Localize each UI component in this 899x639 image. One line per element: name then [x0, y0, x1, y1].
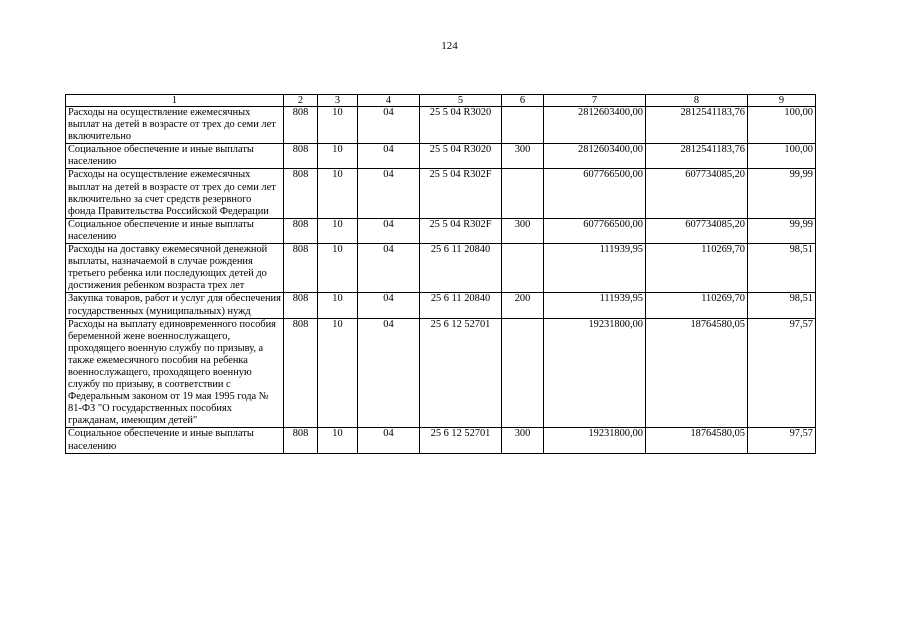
table-row: [66, 107, 816, 144]
table-row: [66, 318, 816, 428]
expense-type-cell: [502, 169, 544, 218]
expense-name-cell: Социальное обеспечение и иные выплаты населению: [66, 428, 284, 453]
section-cell: 10: [318, 169, 358, 218]
planned-amount-cell: 607766500,00: [544, 169, 646, 218]
expense-type-cell: 300: [502, 144, 544, 169]
target-article-cell: 25 5 04 R3020: [420, 107, 502, 144]
column-header: 7: [544, 95, 646, 107]
code-cell: 808: [284, 107, 318, 144]
table-row: [66, 169, 816, 218]
column-header: 2: [284, 95, 318, 107]
code-cell: 808: [284, 169, 318, 218]
target-article-cell: 25 6 12 52701: [420, 318, 502, 428]
subsection-cell: 04: [358, 218, 420, 243]
planned-amount-cell: 2812603400,00: [544, 144, 646, 169]
percent-cell: 100,00: [748, 107, 816, 144]
expense-name-cell: Расходы на осуществление ежемесячных выплат на детей в возрасте от трех до семи лет включительно за счет средств резервного фонда Правительства Российской Федерации: [66, 169, 284, 218]
code-cell: 808: [284, 144, 318, 169]
executed-amount-cell: 18764580,05: [646, 428, 748, 453]
table-row: [66, 293, 816, 318]
target-article-cell: 25 6 11 20840: [420, 293, 502, 318]
column-header: 3: [318, 95, 358, 107]
section-cell: 10: [318, 244, 358, 293]
section-cell: 10: [318, 318, 358, 428]
percent-cell: 99,99: [748, 169, 816, 218]
percent-cell: 98,51: [748, 293, 816, 318]
expense-type-cell: 200: [502, 293, 544, 318]
subsection-cell: 04: [358, 318, 420, 428]
planned-amount-cell: 19231800,00: [544, 318, 646, 428]
code-cell: 808: [284, 293, 318, 318]
section-cell: 10: [318, 107, 358, 144]
subsection-cell: 04: [358, 293, 420, 318]
subsection-cell: 04: [358, 428, 420, 453]
expense-name-cell: Закупка товаров, работ и услуг для обеспечения государственных (муниципальных) нужд: [66, 293, 284, 318]
expense-name-cell: Расходы на доставку ежемесячной денежной выплаты, назначаемой в случае рождения третьего ребенка или последующих детей до достижения ребенком возраста трех лет: [66, 244, 284, 293]
header-row: [66, 95, 816, 107]
target-article-cell: 25 6 12 52701: [420, 428, 502, 453]
expense-name-cell: Социальное обеспечение и иные выплаты населению: [66, 144, 284, 169]
column-header: 4: [358, 95, 420, 107]
planned-amount-cell: 607766500,00: [544, 218, 646, 243]
executed-amount-cell: 2812541183,76: [646, 144, 748, 169]
planned-amount-cell: 111939,95: [544, 293, 646, 318]
subsection-cell: 04: [358, 169, 420, 218]
expense-name-cell: Расходы на выплату единовременного пособия беременной жене военнослужащего, проходящего военную службу по призыву, а также ежемесячного пособия на ребенка военнослужащего, проходящего военную службу по призыву, в соответствии с Федеральным законом от 19 мая 1995 года № 81-ФЗ "О государственных пособиях гражданам, имеющим детей": [66, 318, 284, 428]
percent-cell: 97,57: [748, 318, 816, 428]
percent-cell: 97,57: [748, 428, 816, 453]
planned-amount-cell: 2812603400,00: [544, 107, 646, 144]
planned-amount-cell: 19231800,00: [544, 428, 646, 453]
section-cell: 10: [318, 144, 358, 169]
subsection-cell: 04: [358, 144, 420, 169]
executed-amount-cell: 607734085,20: [646, 218, 748, 243]
table-row: [66, 428, 816, 453]
percent-cell: 99,99: [748, 218, 816, 243]
subsection-cell: 04: [358, 107, 420, 144]
executed-amount-cell: 2812541183,76: [646, 107, 748, 144]
expense-type-cell: [502, 244, 544, 293]
column-header: 6: [502, 95, 544, 107]
percent-cell: 100,00: [748, 144, 816, 169]
executed-amount-cell: 110269,70: [646, 244, 748, 293]
expense-type-cell: 300: [502, 218, 544, 243]
code-cell: 808: [284, 428, 318, 453]
table-row: [66, 218, 816, 243]
target-article-cell: 25 5 04 R3020: [420, 144, 502, 169]
target-article-cell: 25 6 11 20840: [420, 244, 502, 293]
subsection-cell: 04: [358, 244, 420, 293]
column-header: 8: [646, 95, 748, 107]
executed-amount-cell: 607734085,20: [646, 169, 748, 218]
target-article-cell: 25 5 04 R302F: [420, 218, 502, 243]
percent-cell: 98,51: [748, 244, 816, 293]
executed-amount-cell: 18764580,05: [646, 318, 748, 428]
target-article-cell: 25 5 04 R302F: [420, 169, 502, 218]
expense-type-cell: [502, 107, 544, 144]
expense-name-cell: Расходы на осуществление ежемесячных выплат на детей в возрасте от трех до семи лет включительно: [66, 107, 284, 144]
code-cell: 808: [284, 244, 318, 293]
column-header: 5: [420, 95, 502, 107]
planned-amount-cell: 111939,95: [544, 244, 646, 293]
expense-type-cell: [502, 318, 544, 428]
code-cell: 808: [284, 318, 318, 428]
column-header: 1: [66, 95, 284, 107]
expense-type-cell: 300: [502, 428, 544, 453]
section-cell: 10: [318, 218, 358, 243]
section-cell: 10: [318, 428, 358, 453]
section-cell: 10: [318, 293, 358, 318]
column-header: 9: [748, 95, 816, 107]
table-row: [66, 144, 816, 169]
code-cell: 808: [284, 218, 318, 243]
page-number: 124: [441, 40, 458, 52]
executed-amount-cell: 110269,70: [646, 293, 748, 318]
expense-name-cell: Социальное обеспечение и иные выплаты населению: [66, 218, 284, 243]
table-row: [66, 244, 816, 293]
budget-table: [65, 94, 816, 454]
